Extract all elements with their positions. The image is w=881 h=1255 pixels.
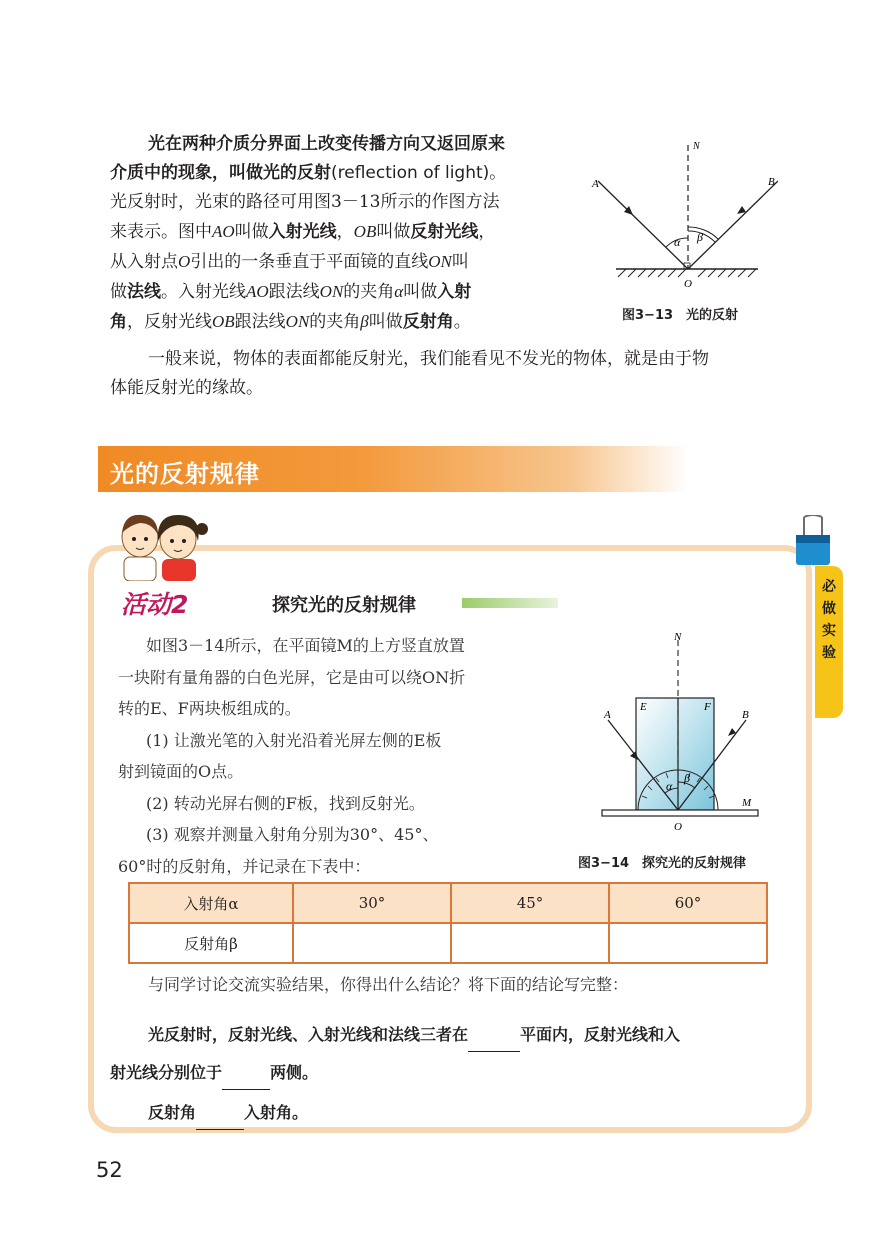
beta-arc-2 (688, 227, 718, 239)
label-a: A (592, 178, 599, 190)
conclusion-line: 反射角 入射角。 (110, 1096, 800, 1130)
students-illustration (112, 507, 212, 581)
label-b: B (768, 176, 775, 188)
intro-line: 来表示。图中AO叫做入射光线，OB叫做反射光线， (110, 222, 496, 242)
binder-clip-icon (794, 515, 832, 567)
mirror-hatching (618, 269, 756, 277)
instruction-line: 60°时的反射角，并记录在下表中： (118, 856, 371, 876)
activity-title: 探究光的反射规律 (272, 595, 416, 616)
label-b: B (742, 709, 749, 721)
instruction-line: 一块附有量角器的白色光屏，它是由可以绕ON折 (118, 667, 466, 687)
label-o: O (674, 821, 682, 833)
section-title: 光的反射规律 (110, 460, 260, 488)
required-experiment-tab: 必 做 实 验 (815, 566, 843, 718)
mirror-plate (602, 810, 758, 816)
fill-blank[interactable] (196, 1109, 244, 1130)
intro-line: 一般来说，物体的表面都能反射光，我们能看见不发光的物体，就是由于物 (148, 349, 709, 369)
label-alpha: α (674, 235, 681, 249)
intro-line: 光反射时，光束的路径可用图3－13所示的作图方法 (110, 192, 500, 212)
experiment-diagram (596, 630, 766, 840)
intro-line: 从入射点O引出的一条垂直于平面镜的直线ON叫 (110, 252, 469, 272)
instruction-line: (2) 转动光屏右侧的F板，找到反射光。 (146, 793, 425, 813)
table-row (129, 923, 767, 963)
table-cell: 60° (609, 883, 767, 923)
instruction-line: 射到镜面的O点。 (118, 762, 244, 781)
reflected-ray (688, 181, 778, 269)
activity-tag: 活动2 (121, 590, 189, 619)
table-cell: 30° (293, 883, 451, 923)
figure-caption: 图3−13 光的反射 (622, 308, 739, 323)
discussion-text: 与同学讨论交流实验结果，你得出什么结论？将下面的结论写完整： (148, 975, 629, 994)
fill-blank[interactable] (222, 1069, 270, 1090)
instruction-line: (3) 观察并测量入射角分别为30°、45°、 (146, 825, 439, 844)
table-cell: 入射角α (129, 883, 293, 923)
intro-line: 介质中的现象，叫做光的反射(reflection of light)。 (110, 163, 507, 183)
label-a: A (604, 709, 611, 721)
instruction-line: 转的E、F两块板组成的。 (118, 699, 301, 718)
table-cell: 45° (451, 883, 609, 923)
label-alpha: α (666, 779, 673, 793)
intro-line: 光在两种介质分界面上改变传播方向又返回原来 (148, 134, 505, 154)
intro-line: 角，反射光线OB跟法线ON的夹角β叫做反射角。 (110, 312, 471, 332)
label-n: N (693, 141, 700, 152)
fill-blank[interactable] (468, 1031, 520, 1052)
intro-line: 做法线。入射光线AO跟法线ON的夹角α叫做入射 (110, 282, 472, 302)
intro-line: 体能反射光的缘故。 (110, 378, 263, 398)
intro-paragraph-2 (110, 345, 800, 403)
answer-cell[interactable] (293, 923, 451, 963)
intro-paragraph (110, 130, 580, 337)
label-e: E (640, 701, 647, 713)
label-n: N (674, 631, 682, 643)
screen-board (636, 698, 714, 810)
instruction-line: 如图3－14所示，在平面镜M的上方竖直放置 (146, 636, 465, 655)
instruction-line: (1) 让激光笔的入射光沿着光屏左侧的E板 (146, 730, 442, 750)
title-underline-bar (462, 598, 558, 608)
label-beta: β (697, 230, 703, 244)
figure-caption: 图3−14 探究光的反射规律 (578, 856, 747, 871)
label-m: M (742, 797, 752, 809)
conclusion-line: 射光线分别位于 两侧。 (110, 1056, 800, 1090)
table-row (129, 883, 767, 923)
label-f: F (704, 701, 711, 713)
page-number: 52 (96, 1158, 123, 1182)
answer-cell[interactable] (451, 923, 609, 963)
table-cell: 反射角β (129, 923, 293, 963)
record-table (128, 882, 768, 964)
label-beta: β (684, 771, 690, 785)
answer-cell[interactable] (609, 923, 767, 963)
conclusion-line: 光反射时，反射光线、入射光线和法线三者在 平面内，反射光线和入 (110, 1018, 800, 1052)
activity-instructions (118, 630, 558, 882)
conclusion-block (110, 1018, 800, 1130)
incident-ray (598, 181, 688, 269)
label-o: O (684, 278, 692, 290)
section-banner (98, 446, 688, 492)
